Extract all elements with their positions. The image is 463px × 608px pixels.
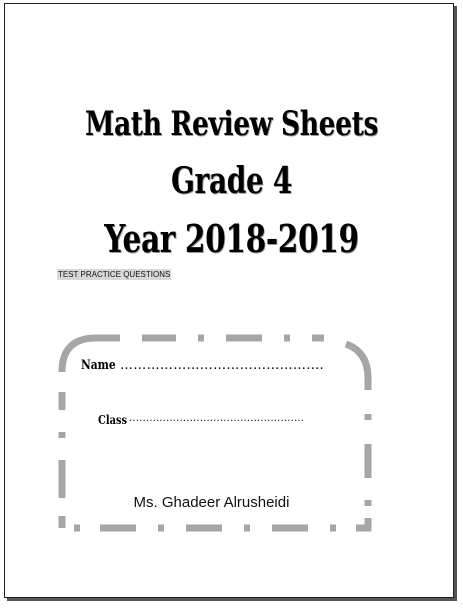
class-fill-line[interactable]: ……………………………………………. <box>129 413 304 424</box>
name-fill-line[interactable]: ………………………………………. <box>120 358 324 373</box>
class-field[interactable] <box>98 413 304 427</box>
title-grade: Grade 4 <box>170 160 293 202</box>
name-field[interactable] <box>81 358 324 373</box>
frame-corner-top-right <box>346 344 368 390</box>
class-label: Class <box>98 413 128 427</box>
frame-corner-bottom-right <box>356 518 368 528</box>
test-practice-tag: TEST PRACTICE QUESTIONS <box>58 270 171 279</box>
name-label: Name <box>81 358 116 373</box>
title-year: Year 2018-2019 <box>104 216 359 261</box>
title-math-review-sheets: Math Review Sheets <box>85 104 378 144</box>
teacher-name: Ms. Ghadeer Alrusheidi <box>133 494 290 511</box>
